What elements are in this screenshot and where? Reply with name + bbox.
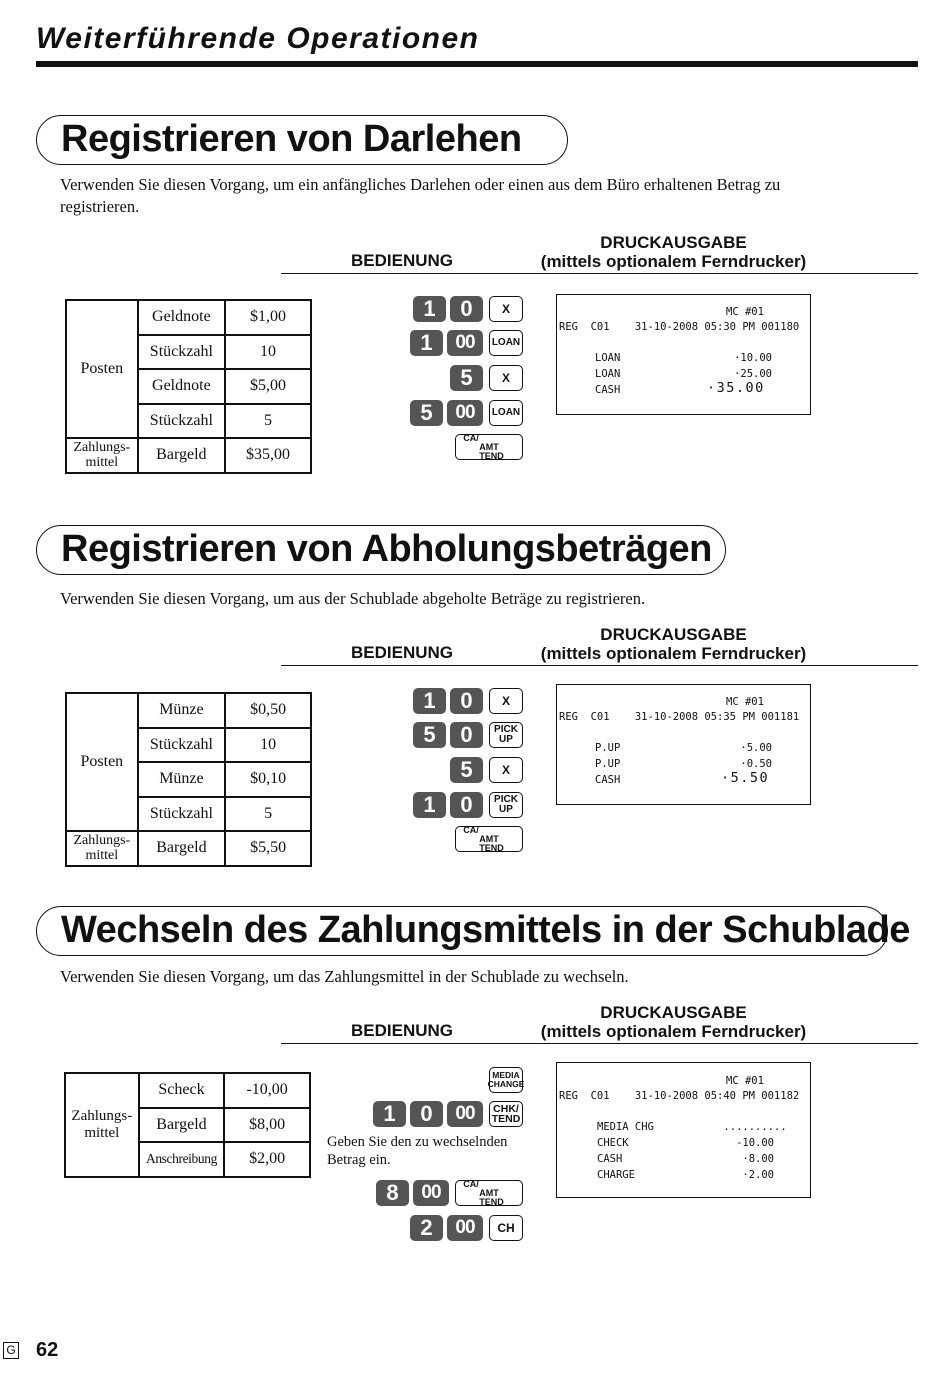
section-intro-abholung: Verwenden Sie diesen Vorgang, um aus der Schublade abgeholte Beträge zu registrieren. bbox=[60, 589, 646, 608]
key-row bbox=[413, 296, 523, 322]
multiply-key[interactable]: X bbox=[489, 688, 523, 714]
receipt-line: REG C01 31-10-2008 05:40 PM 001182 bbox=[559, 1090, 800, 1102]
key-label: PICK bbox=[494, 724, 518, 735]
loan-key[interactable]: LOAN bbox=[489, 330, 523, 356]
table-row bbox=[65, 1073, 310, 1108]
key-label: TEND bbox=[479, 1196, 504, 1207]
row-value: -10,00 bbox=[224, 1073, 310, 1108]
group-label-payment bbox=[66, 831, 138, 866]
row-value: $2,00 bbox=[224, 1142, 310, 1177]
digit-key[interactable]: 5 bbox=[450, 365, 483, 391]
pick-up-key[interactable] bbox=[489, 792, 523, 818]
receipt-line: MEDIA CHG .......... bbox=[597, 1121, 787, 1133]
section-intro-darlehen bbox=[60, 174, 880, 218]
digit-key[interactable]: 1 bbox=[410, 330, 443, 356]
digit-key[interactable]: 5 bbox=[450, 757, 483, 783]
digit-key[interactable]: 1 bbox=[413, 688, 446, 714]
section-title-zahlungsmittel: Wechseln des Zahlungsmittels in der Schublade bbox=[36, 906, 888, 956]
row-label: Anschreibung bbox=[139, 1142, 225, 1177]
column-rule bbox=[281, 1043, 918, 1044]
column-header-printout bbox=[538, 1003, 809, 1041]
row-value: $0,50 bbox=[225, 693, 311, 728]
row-label: Bargeld bbox=[138, 831, 225, 866]
key-label: CA/ bbox=[463, 432, 479, 443]
receipt-printout bbox=[556, 684, 811, 805]
group-label-line: Zahlungs- bbox=[73, 833, 131, 849]
items-table bbox=[65, 692, 312, 867]
receipt-line: MC #01 bbox=[726, 1075, 764, 1087]
printout-sublabel: (mittels optionalem Ferndrucker) bbox=[540, 1022, 807, 1041]
table-row bbox=[66, 438, 311, 473]
receipt-total: ·5.50 bbox=[721, 770, 770, 786]
charge-key[interactable]: CH bbox=[489, 1215, 523, 1241]
note-line: Betrag ein. bbox=[327, 1151, 391, 1168]
key-row bbox=[413, 722, 523, 748]
column-rule bbox=[281, 665, 918, 666]
loan-key[interactable]: LOAN bbox=[489, 400, 523, 426]
row-value: 5 bbox=[225, 404, 311, 439]
row-label: Bargeld bbox=[138, 438, 225, 473]
digit-key[interactable]: 0 bbox=[450, 296, 483, 322]
digit-key[interactable]: 5 bbox=[413, 722, 446, 748]
row-value: 10 bbox=[225, 728, 311, 763]
row-value: $5,50 bbox=[225, 831, 311, 866]
group-label-line: Zahlungs- bbox=[73, 440, 131, 456]
printout-label: DRUCKAUSGABE bbox=[600, 233, 747, 252]
digit-key[interactable]: 00 bbox=[447, 400, 483, 426]
cash-amount-tend-key[interactable] bbox=[455, 1180, 523, 1206]
page-title: Weiterführende Operationen bbox=[36, 22, 480, 55]
receipt-line: LOAN ·10.00 bbox=[595, 352, 773, 364]
key-row bbox=[450, 365, 523, 391]
table-row bbox=[66, 831, 311, 866]
cash-amount-tend-key[interactable] bbox=[455, 434, 523, 460]
row-label: Bargeld bbox=[139, 1108, 225, 1143]
multiply-key[interactable]: X bbox=[489, 296, 523, 322]
row-label: Stückzahl bbox=[138, 404, 225, 439]
page-number: 62 bbox=[36, 1339, 59, 1361]
key-row bbox=[410, 1215, 523, 1241]
key-row bbox=[450, 757, 523, 783]
key-row bbox=[453, 826, 523, 852]
table-row bbox=[66, 300, 311, 335]
receipt-total: ·35.00 bbox=[707, 380, 765, 396]
pick-up-key[interactable] bbox=[489, 722, 523, 748]
media-change-key[interactable] bbox=[489, 1067, 523, 1093]
receipt-printout bbox=[556, 294, 811, 415]
group-label-line: mittel bbox=[85, 455, 119, 471]
row-value: $1,00 bbox=[225, 300, 311, 335]
note-line: Geben Sie den zu wechselnden bbox=[327, 1134, 508, 1150]
row-value: 5 bbox=[225, 797, 311, 832]
row-label: Geldnote bbox=[138, 300, 225, 335]
key-label: UP bbox=[499, 734, 513, 745]
key-label: PICK bbox=[494, 794, 518, 805]
printout-label: DRUCKAUSGABE bbox=[600, 625, 747, 644]
items-table bbox=[65, 299, 312, 474]
digit-key[interactable]: 1 bbox=[413, 792, 446, 818]
key-row bbox=[410, 330, 523, 356]
group-label: Posten bbox=[66, 300, 138, 438]
section-intro-zahlungsmittel: Verwenden Sie diesen Vorgang, um das Zahlungsmittel in der Schublade zu wechseln. bbox=[60, 967, 629, 986]
key-row bbox=[487, 1067, 523, 1093]
receipt-line: CASH bbox=[595, 774, 621, 786]
receipt-line: CHARGE ·2.00 bbox=[597, 1169, 775, 1181]
digit-key[interactable]: 8 bbox=[376, 1180, 409, 1206]
items-table bbox=[64, 1072, 311, 1178]
key-row bbox=[410, 400, 523, 426]
group-label: Posten bbox=[66, 693, 138, 831]
digit-key[interactable]: 00 bbox=[447, 1101, 483, 1127]
column-header-printout bbox=[538, 233, 809, 271]
digit-key[interactable]: 2 bbox=[410, 1215, 443, 1241]
row-value: $8,00 bbox=[224, 1108, 310, 1143]
key-label: AMT bbox=[479, 441, 499, 452]
row-label: Münze bbox=[138, 762, 225, 797]
intro-line: registrieren. bbox=[60, 197, 140, 216]
key-label: CA/ bbox=[463, 824, 479, 835]
column-rule bbox=[281, 273, 918, 274]
page-header bbox=[36, 22, 918, 56]
digit-key[interactable]: 1 bbox=[373, 1101, 406, 1127]
key-label: CA/ bbox=[463, 1178, 479, 1189]
column-header-operation: BEDIENUNG bbox=[351, 251, 454, 270]
row-label: Geldnote bbox=[138, 369, 225, 404]
row-label: Stückzahl bbox=[138, 335, 225, 370]
digit-key[interactable]: 0 bbox=[450, 688, 483, 714]
column-header-operation: BEDIENUNG bbox=[351, 643, 454, 662]
group-label-payment bbox=[66, 438, 138, 473]
key-row bbox=[373, 1101, 523, 1127]
row-label: Stückzahl bbox=[138, 797, 225, 832]
printout-label: DRUCKAUSGABE bbox=[600, 1003, 747, 1022]
row-label: Münze bbox=[138, 693, 225, 728]
group-label-payment bbox=[65, 1073, 139, 1177]
key-row bbox=[453, 434, 523, 460]
group-label-line: mittel bbox=[84, 1124, 120, 1141]
row-value: $5,00 bbox=[225, 369, 311, 404]
digit-key[interactable]: 00 bbox=[413, 1180, 449, 1206]
row-label: Scheck bbox=[139, 1073, 225, 1108]
key-row bbox=[376, 1180, 523, 1206]
key-label: CHK/ bbox=[493, 1103, 519, 1115]
key-label: TEND bbox=[491, 1113, 521, 1125]
printout-sublabel: (mittels optionalem Ferndrucker) bbox=[540, 644, 807, 663]
multiply-key[interactable]: X bbox=[489, 365, 523, 391]
digit-key[interactable]: 0 bbox=[410, 1101, 443, 1127]
receipt-line: P.UP ·5.00 bbox=[595, 742, 773, 754]
key-label: TEND bbox=[479, 450, 504, 461]
section-title-abholung: Registrieren von Abholungsbeträgen bbox=[36, 525, 726, 575]
key-row bbox=[413, 792, 523, 818]
printout-sublabel: (mittels optionalem Ferndrucker) bbox=[540, 252, 807, 271]
digit-key[interactable]: 1 bbox=[413, 296, 446, 322]
row-value: 10 bbox=[225, 335, 311, 370]
row-label: Stückzahl bbox=[138, 728, 225, 763]
key-label: AMT bbox=[479, 1187, 499, 1198]
receipt-printout bbox=[556, 1062, 811, 1198]
multiply-key[interactable]: X bbox=[489, 757, 523, 783]
receipt-line: CASH bbox=[595, 384, 621, 396]
intro-line: Verwenden Sie diesen Vorgang, um ein anfängliches Darlehen oder einen aus dem Büro erhaltenen Betrag zu bbox=[60, 175, 781, 194]
group-label-line: mittel bbox=[85, 848, 119, 864]
section-title-darlehen: Registrieren von Darlehen bbox=[36, 115, 568, 165]
key-label: AMT bbox=[479, 833, 499, 844]
key-row bbox=[413, 688, 523, 714]
header-rule bbox=[36, 61, 918, 67]
cash-amount-tend-key[interactable] bbox=[455, 826, 523, 852]
instruction-note bbox=[327, 1134, 507, 1169]
column-header-operation: BEDIENUNG bbox=[351, 1021, 454, 1040]
receipt-line: REG C01 31-10-2008 05:35 PM 001181 bbox=[559, 711, 800, 723]
receipt-line: MC #01 bbox=[726, 696, 764, 708]
digit-key[interactable]: 5 bbox=[410, 400, 443, 426]
digit-key[interactable]: 0 bbox=[450, 792, 483, 818]
check-tend-key[interactable] bbox=[489, 1101, 523, 1127]
receipt-line: LOAN ·25.00 bbox=[595, 368, 773, 380]
receipt-line: REG C01 31-10-2008 05:30 PM 001180 bbox=[559, 321, 800, 333]
table-row bbox=[66, 693, 311, 728]
digit-key[interactable]: 0 bbox=[450, 722, 483, 748]
receipt-line: CHECK -10.00 bbox=[597, 1137, 775, 1149]
receipt-line: P.UP ·0.50 bbox=[595, 758, 773, 770]
key-label: CHANGE bbox=[487, 1079, 525, 1089]
key-label: MEDIA bbox=[492, 1070, 520, 1080]
group-label-line: Zahlungs- bbox=[71, 1107, 133, 1124]
row-value: $35,00 bbox=[225, 438, 311, 473]
key-label: UP bbox=[499, 804, 513, 815]
language-badge: G bbox=[3, 1342, 19, 1359]
receipt-line: MC #01 bbox=[726, 306, 764, 318]
key-label: TEND bbox=[479, 842, 504, 853]
column-header-printout bbox=[538, 625, 809, 663]
receipt-line: CASH ·8.00 bbox=[597, 1153, 775, 1165]
digit-key[interactable]: 00 bbox=[447, 330, 483, 356]
digit-key[interactable]: 00 bbox=[447, 1215, 483, 1241]
row-value: $0,10 bbox=[225, 762, 311, 797]
